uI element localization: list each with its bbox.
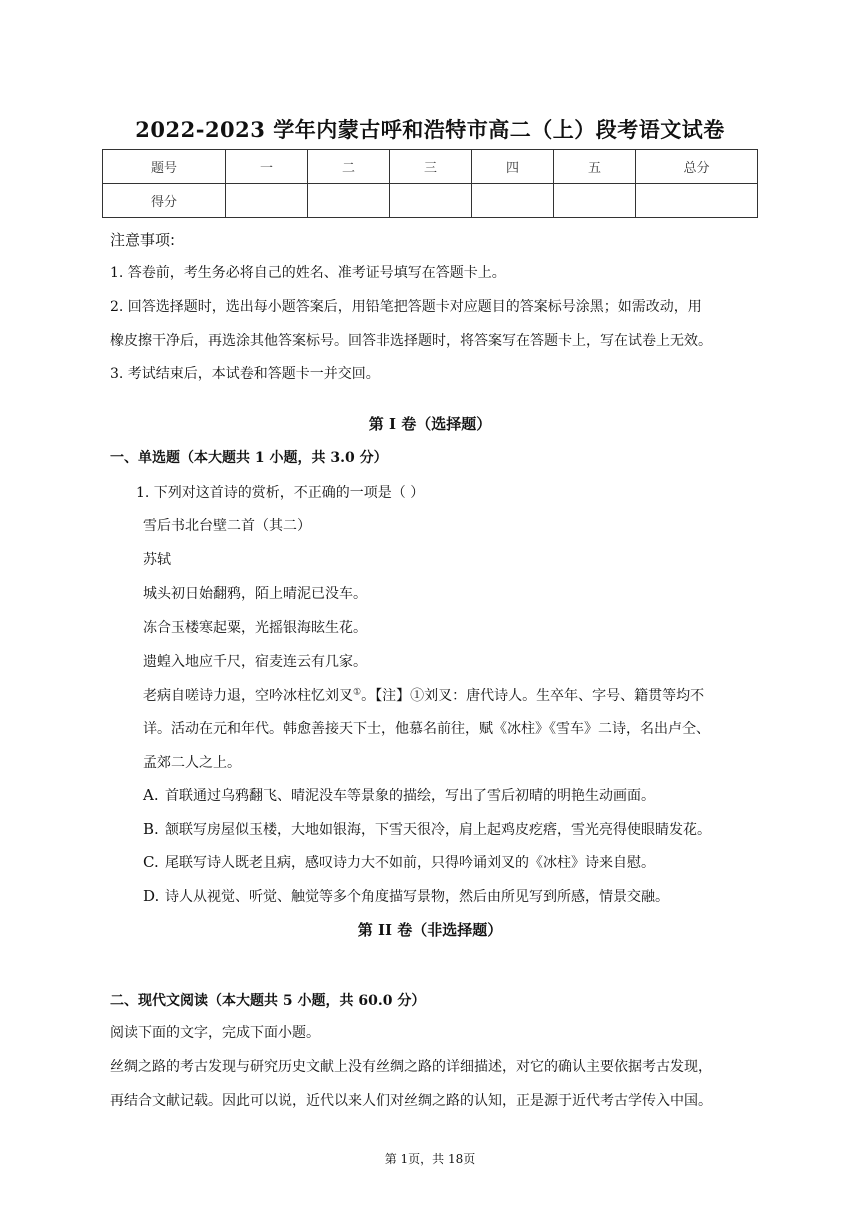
option-c[interactable]	[143, 852, 655, 872]
option-d-label: D.	[143, 887, 160, 905]
notice-line-1: 1. 答卷前，考生务必将自己的姓名、准考证号填写在答题卡上。	[110, 265, 506, 281]
option-b[interactable]	[143, 819, 711, 839]
score-table-header-row	[103, 150, 758, 184]
notice-line-2a: 2. 回答选择题时，选出每小题答案后，用铅笔把答题卡对应题目的答案标号涂黑；如需改动，用	[110, 299, 702, 315]
poem-line-4	[143, 685, 704, 705]
option-c-text: 尾联写诗人既老且病，感叹诗力大不如前，只得吟诵刘叉的《冰柱》诗来自慰。	[165, 855, 655, 871]
footnote-line-3: 孟郊二人之上。	[143, 755, 241, 771]
question-1-stem: 1. 下列对这首诗的赏析，不正确的一项是（ ）	[136, 485, 425, 501]
footnote-marker: ①	[353, 687, 362, 698]
score-cell: 五	[554, 150, 636, 184]
reading-intro: 阅读下面的文字，完成下面小题。	[110, 1025, 320, 1041]
poem-title: 雪后书北台壁二首（其二）	[143, 518, 311, 534]
section-1-heading: 一、单选题（本大题共 1 小题，共 3.0 分）	[110, 450, 388, 466]
option-b-text: 颔联写房屋似玉楼，大地如银海，下雪天很冷，肩上起鸡皮疙瘩，雪光亮得使眼睛发花。	[165, 822, 711, 838]
notice-line-2b: 橡皮擦干净后，再选涂其他答案标号。回答非选择题时，将答案写在答题卡上，写在试卷上无效。	[110, 333, 712, 349]
notice-heading: 注意事项:	[110, 231, 176, 249]
poem-line-2: 冻合玉楼寒起粟，光摇银海眩生花。	[143, 620, 367, 636]
footnote-text: 。【注】①刘叉：唐代诗人。生卒年、字号、籍贯等均不	[361, 688, 705, 704]
exam-title: 2022-2023 学年内蒙古呼和浩特市高二（上）段考语文试卷	[135, 117, 725, 142]
reading-line-1: 丝绸之路的考古发现与研究历史文献上没有丝绸之路的详细描述，对它的确认主要依据考古发现，	[110, 1059, 712, 1075]
score-cell	[472, 184, 554, 218]
option-a-text: 首联通过乌鸦翻飞、晴泥没车等景象的描绘，写出了雪后初晴的明艳生动画面。	[165, 788, 655, 804]
score-cell	[308, 184, 390, 218]
score-cell: 得分	[103, 184, 226, 218]
section-2-heading: 二、现代文阅读（本大题共 5 小题，共 60.0 分）	[110, 993, 426, 1009]
footnote-line-2: 详。活动在元和年代。韩愈善接天下士，他慕名前往，赋《冰柱》《雪车》二诗，名出卢仝、	[143, 721, 710, 737]
score-cell: 题号	[103, 150, 226, 184]
option-a-label: A.	[143, 786, 159, 804]
score-table-score-row	[103, 184, 758, 218]
option-a[interactable]	[143, 785, 655, 805]
option-c-label: C.	[143, 853, 159, 871]
score-cell: 四	[472, 150, 554, 184]
part-1-heading: 第 I 卷（选择题）	[368, 415, 492, 433]
score-cell	[636, 184, 758, 218]
score-cell: 总分	[636, 150, 758, 184]
score-cell	[554, 184, 636, 218]
notice-line-3: 3. 考试结束后，本试卷和答题卡一并交回。	[110, 366, 380, 382]
score-cell	[226, 184, 308, 218]
part-2-heading: 第 II 卷（非选择题）	[357, 921, 503, 939]
option-d-text: 诗人从视觉、听觉、触觉等多个角度描写景物，然后由所见写到所感，情景交融。	[165, 889, 669, 905]
option-d[interactable]	[143, 886, 669, 906]
poem-line-3: 遗蝗入地应千尺，宿麦连云有几家。	[143, 654, 367, 670]
option-b-label: B.	[143, 820, 159, 838]
score-table	[102, 149, 758, 218]
poem-line-1: 城头初日始翻鸦，陌上晴泥已没车。	[143, 586, 367, 602]
poem-author: 苏轼	[143, 552, 171, 568]
score-cell	[390, 184, 472, 218]
reading-line-2: 再结合文献记载。因此可以说，近代以来人们对丝绸之路的认知，正是源于近代考古学传入中国。	[110, 1093, 712, 1109]
page-footer: 第 1页，共 18页	[384, 1152, 476, 1166]
score-cell: 二	[308, 150, 390, 184]
poem-line-4-text: 老病自嗟诗力退，空吟冰柱忆刘叉	[143, 688, 353, 704]
score-cell: 三	[390, 150, 472, 184]
score-cell: 一	[226, 150, 308, 184]
